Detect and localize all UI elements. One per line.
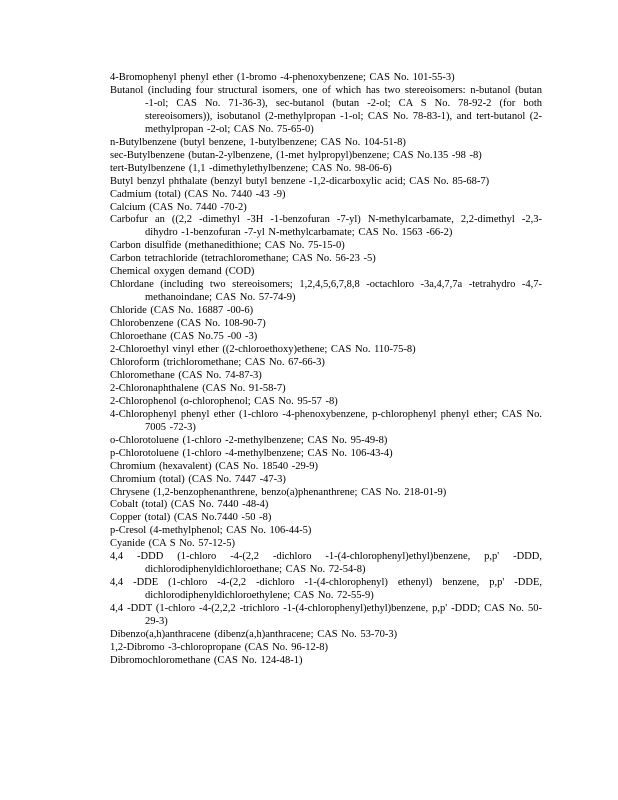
list-item: Chromium (total) (CAS No. 7447 -47-3) xyxy=(110,473,286,485)
list-item: 1,2-Dibromo -3-chloropropane (CAS No. 96-12-8) xyxy=(110,641,329,653)
list-item: Cyanide (CA S No. 57-12-5) xyxy=(110,538,236,550)
list-item: Chloride (CAS No. 16887 -00-6) xyxy=(110,305,254,317)
list-item: 2-Chloroethyl vinyl ether ((2-chloroethoxy)ethene; CAS No. 110-75-8) xyxy=(110,344,416,356)
list-item: 4-Bromophenyl phenyl ether (1-bromo -4-phenoxybenzene; CAS No. 101-55-3) xyxy=(110,72,455,83)
list-item: Chromium (hexavalent) (CAS No. 18540 -29-9) xyxy=(110,460,318,472)
list-item: Chlorobenzene (CAS No. 108-90-7) xyxy=(110,318,266,330)
list-item: Butanol (including four structural isomers, one of which has two stereoisomers: n-butanol (butan -1-ol; CAS No. 71-36-3), sec-butanol (butan -2-ol; CA S No. 78-92-2 (for both stereoisomers)), isobutanol (2-methylpropan -1-ol; CAS No. 78-83-1), and tert-butanol (2-methylpropan -2-ol; CAS No. 75-65-0) xyxy=(110,84,542,135)
list-item: 4-Chlorophenyl phenyl ether (1-chloro -4-phenoxybenzene, p-chlorophenyl phenyl ether; CAS No. 7005 -72-3) xyxy=(110,408,542,433)
list-item: Chrysene (1,2-benzophenanthrene, benzo(a)phenanthrene; CAS No. 218-01-9) xyxy=(110,486,447,498)
list-item: 2-Chlorophenol (o-chlorophenol; CAS No. 95-57 -8) xyxy=(110,395,338,407)
list-item: Chemical oxygen demand (COD) xyxy=(110,266,255,278)
list-item: o-Chlorotoluene (1-chloro -2-methylbenzene; CAS No. 95-49-8) xyxy=(110,434,388,446)
list-item: Copper (total) (CAS No.7440 -50 -8) xyxy=(110,512,272,524)
list-item: Chloroform (trichloromethane; CAS No. 67-66-3) xyxy=(110,356,325,368)
list-item: 2-Chloronaphthalene (CAS No. 91-58-7) xyxy=(110,382,286,394)
list-item: sec-Butylbenzene (butan-2-ylbenzene, (1-met hylpropyl)benzene; CAS No.135 -98 -8) xyxy=(110,149,482,161)
list-item: Calcium (CAS No. 7440 -70-2) xyxy=(110,201,247,213)
list-item: p-Cresol (4-methylphenol; CAS No. 106-44-5) xyxy=(110,525,312,537)
list-item: Carbon tetrachloride (tetrachloromethane; CAS No. 56-23 -5) xyxy=(110,253,376,265)
list-item: Chloromethane (CAS No. 74-87-3) xyxy=(110,369,262,381)
list-item: Chloroethane (CAS No.75 -00 -3) xyxy=(110,331,258,343)
list-item: Cadmium (total) (CAS No. 7440 -43 -9) xyxy=(110,188,286,200)
list-item: p-Chlorotoluene (1-chloro -4-methylbenzene; CAS No. 106-43-4) xyxy=(110,447,393,459)
list-item: 4,4 -DDD (1-chloro -4-(2,2 -dichloro -1-(4-chlorophenyl)ethyl)benzene, p,p' -DDD, dichlorodiphenyldichloroethane; CAS No. 72-54-8) xyxy=(110,551,542,576)
list-item: Carbon disulfide (methanedithione; CAS No. 75-15-0) xyxy=(110,240,345,252)
list-item: n-Butylbenzene (butyl benzene, 1-butylbenzene; CAS No. 104-51-8) xyxy=(110,136,406,148)
list-item: Chlordane (including two stereoisomers; 1,2,4,5,6,7,8,8 -octachloro -3a,4,7,7a -tetrahydro -4,7-methanoindane; CAS No. 57-74-9) xyxy=(110,279,542,304)
list-item: 4,4 -DDT (1-chloro -4-(2,2,2 -trichloro -1-(4-chlorophenyl)ethyl)benzene, p,p' -DDD; CAS No. 50-29-3) xyxy=(110,603,542,628)
list-item: tert-Butylbenzene (1,1 -dimethylethylbenzene; CAS No. 98-06-6) xyxy=(110,162,392,174)
chemical-list xyxy=(110,72,542,668)
list-item: Carbofur an ((2,2 -dimethyl -3H -1-benzofuran -7-yl) N-methylcarbamate, 2,2-dimethyl -2,3-dihydro -1-benzofuran -7-yl N-methylcarbamate; CAS No. 1563 -66-2) xyxy=(110,214,542,239)
list-item: Cobalt (total) (CAS No. 7440 -48-4) xyxy=(110,499,269,511)
list-item: Dibenzo(a,h)anthracene (dibenz(a,h)anthracene; CAS No. 53-70-3) xyxy=(110,628,398,640)
list-item: Dibromochloromethane (CAS No. 124-48-1) xyxy=(110,654,303,666)
list-item: 4,4 -DDE (1-chloro -4-(2,2 -dichloro -1-(4-chlorophenyl) ethenyl) benzene, p,p' -DDE, dichlorodiphenyldichloroethylene; CAS No. 72-55-9) xyxy=(110,577,542,602)
list-item: Butyl benzyl phthalate (benzyl butyl benzene -1,2-dicarboxylic acid; CAS No. 85-68-7) xyxy=(110,175,490,187)
